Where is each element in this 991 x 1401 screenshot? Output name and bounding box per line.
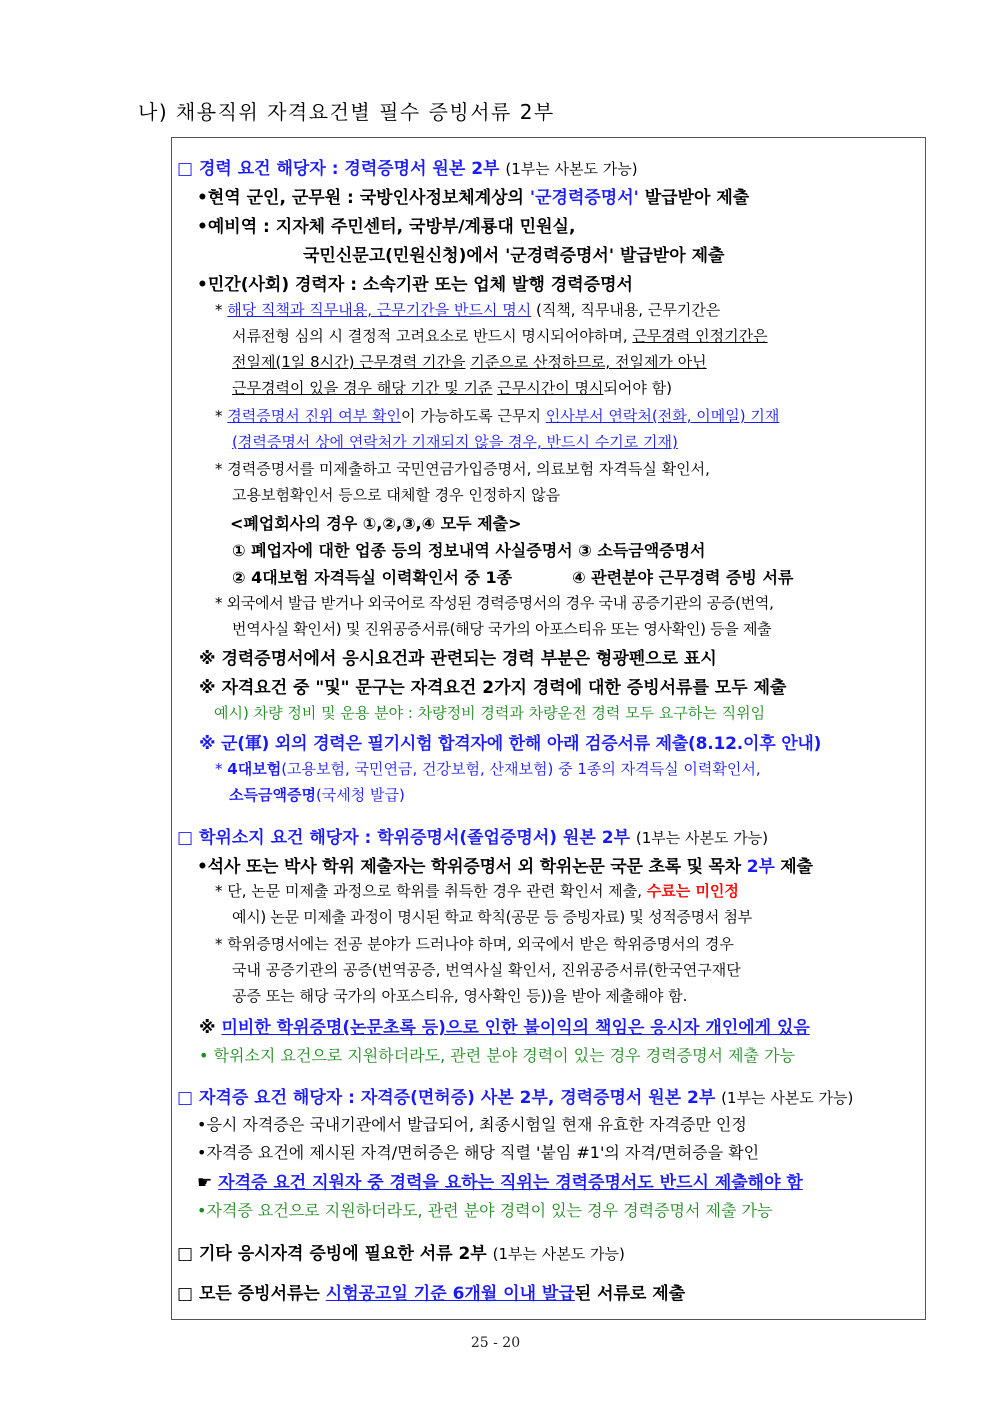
license-b3: •자격증 요건으로 지원하더라도, 관련 분야 경력이 있는 경우 경력증명서 제출 가능 xyxy=(197,1201,773,1220)
all-docs-post: 된 서류로 제출 xyxy=(574,1284,686,1304)
note1-line-1 xyxy=(177,299,959,320)
career-title xyxy=(177,154,921,179)
note1-star: * xyxy=(215,301,228,319)
license-b1: •응시 자격증은 국내기관에서 발급되어, 최종시험일 현재 유효한 자격증만 인정 xyxy=(197,1115,747,1134)
note2-line-2: (경력증명서 상에 연락처가 기재되지 않을 경우, 반드시 수기로 기재) xyxy=(232,433,678,451)
thesis-pre: •석사 또는 박사 학위 제출자는 학위증명서 외 학위논문 국문 초록 및 목차 xyxy=(197,857,747,877)
other-title-note: (1부는 사본도 가능) xyxy=(492,1245,625,1263)
license-title-text: □ 자격증 요건 해당자 : 자격증(면허증) 사본 2부, 경력증명서 원본 2부 xyxy=(177,1088,716,1108)
degree-title xyxy=(177,823,921,848)
note1-l4-c: 근무시간이 명시 xyxy=(497,379,604,397)
mark-1: ※ 경력증명서에서 응시요건과 관련되는 경력 부분은 형광펜으로 표시 xyxy=(199,649,717,669)
note1-l2-u: 근무경력 인정기간은 xyxy=(632,327,768,345)
thesis-hl: 2부 xyxy=(746,857,775,877)
other-title-text: □ 기타 응시자격 증빙에 필요한 서류 2부 xyxy=(177,1244,487,1264)
note1-l4-d: 되어야 함) xyxy=(603,379,673,397)
closed-title: <폐업회사의 경우 ①,②,③,④ 모두 제출> xyxy=(230,514,522,533)
note3-line-2: 고용보험확인서 등으로 대체할 경우 인정하지 않음 xyxy=(232,486,561,504)
license-hand-text: 자격증 요건 지원자 중 경력을 요하는 직위는 경력증명서도 반드시 제출해야 함 xyxy=(218,1173,803,1193)
note1-line-2 xyxy=(177,325,976,346)
degree-note2-line-3: 공증 또는 해당 국가의 아포스티유, 영사확인 등))을 받아 제출해야 함. xyxy=(232,987,688,1005)
degree-career-bullet: • xyxy=(199,1046,214,1065)
degree-title-text: □ 학위소지 요건 해당자 : 학위증명서(졸업증명서) 원본 2부 xyxy=(177,828,630,848)
note1-l3-a: 전일제(1일 8시간) 근무경력 기간을 xyxy=(232,353,466,371)
degree-note1-pre: * 단, 논문 미제출 과정으로 학위를 취득한 경우 관련 확인서 제출, xyxy=(215,882,647,900)
note1-l4-a: 근무경력이 있을 경우 해당 기간 및 기준 xyxy=(232,379,493,397)
note1-l3-c: 기준으로 산정하므로, 전일제가 아닌 xyxy=(470,353,707,371)
note2-star: * xyxy=(215,407,228,425)
license-title-note: (1부는 사본도 가능) xyxy=(721,1089,854,1107)
note1-line-4 xyxy=(177,377,976,398)
civil-line: •민간(사회) 경력자 : 소속기관 또는 업체 발행 경력증명서 xyxy=(197,275,633,295)
note4-line-1: * 외국에서 발급 받거나 외국어로 작성된 경력증명서의 경우 국내 공증기관의 공증(번역, xyxy=(215,594,774,612)
thesis-post: 제출 xyxy=(774,857,813,877)
closed-2a: ② 4대보험 자격득실 이력확인서 중 1종 xyxy=(232,568,513,587)
closed-2b: ④ 관련분야 근무경력 증빙 서류 xyxy=(572,568,794,587)
insurance-line-1 xyxy=(177,758,959,779)
degree-note1-red: 수료는 미인정 xyxy=(646,882,739,900)
page-number: 25 - 20 xyxy=(470,1335,521,1351)
note2-a: 경력증명서 진위 여부 확인 xyxy=(227,407,401,425)
degree-note2-line-2: 국내 공증기관의 공증(번역공증, 번역사실 확인서, 진위공증서류(한국연구재단 xyxy=(232,961,741,979)
thesis-line xyxy=(177,852,941,877)
ins-rest: (고용보험, 국민연금, 건강보험, 산재보험) 중 1종의 자격득실 이력확인서, xyxy=(281,760,761,778)
note2-b: 이 가능하도록 근무지 xyxy=(400,407,546,425)
closed-line-1: ① 폐업자에 대한 업종 등의 정보내역 사실증명서 ③ 소득금액증명서 xyxy=(232,541,706,560)
all-docs-line xyxy=(177,1279,921,1304)
income-bold: 소득금액증명 xyxy=(229,786,316,804)
military-pre: •현역 군인, 군무원 : 국방인사정보체계상의 xyxy=(197,188,530,208)
degree-title-note: (1부는 사본도 가능) xyxy=(635,829,769,847)
career-title-note: (1부는 사본도 가능) xyxy=(505,160,638,178)
all-docs-hl: 시험공고일 기준 6개월 이내 발급 xyxy=(325,1284,575,1304)
note2-line-1 xyxy=(177,405,959,426)
reserve-line-2: 국민신문고(민원신청)에서 '군경력증명서' 발급받아 제출 xyxy=(303,246,725,266)
other-title xyxy=(177,1239,921,1264)
reserve-line-1: •예비역 : 지자체 주민센터, 국방부/계룡대 민원실, xyxy=(197,217,576,237)
ins-star: * xyxy=(215,760,228,778)
insurance-line-2 xyxy=(177,784,973,805)
license-b2: •자격증 요건에 제시된 자격/면허증은 해당 직렬 '붙임 #1'의 자격/면허증을 확인 xyxy=(197,1143,760,1162)
degree-note1-line-2: 예시) 논문 미제출 과정이 명시된 학교 학칙(공문 등 증빙자료) 및 성적증명서 첨부 xyxy=(232,908,752,926)
note1-rest: (직책, 직무내용, 근무기간은 xyxy=(531,301,721,319)
military-post: 발급받아 제출 xyxy=(638,188,750,208)
degree-mark xyxy=(177,1013,943,1038)
degree-mark-sym: ※ xyxy=(199,1018,222,1038)
hand-icon: ☛ xyxy=(197,1173,219,1193)
income-rest: (국세청 발급) xyxy=(315,786,405,804)
license-hand xyxy=(177,1168,941,1193)
section-heading: 나) 채용직위 자격요건별 필수 증빙서류 2부 xyxy=(138,100,555,124)
example-line: 예시) 차량 정비 및 운용 분야 : 차량정비 경력과 차량운전 경력 모두 요구하는 직위임 xyxy=(214,704,766,722)
note2-c: 인사부서 연락처(전화, 이메일) 기재 xyxy=(545,407,780,425)
ins-bold: 4대보험 xyxy=(227,760,282,778)
mark-3: ※ 군(軍) 외의 경력은 필기시험 합격자에 한해 아래 검증서류 제출(8.12.이후 안내) xyxy=(199,734,822,754)
note4-line-2: 번역사실 확인서) 및 진위공증서류(해당 국가의 아포스티유 또는 영사확인) 등을 제출 xyxy=(232,620,772,638)
mark-2: ※ 자격요건 중 "및" 문구는 자격요건 2가지 경력에 대한 증빙서류를 모두 제출 xyxy=(199,678,787,698)
military-hl: '군경력증명서' xyxy=(529,188,639,208)
military-line xyxy=(177,183,941,208)
degree-mark-text: 미비한 학위증명(논문초록 등)으로 인한 불이익의 책임은 응시자 개인에게 있음 xyxy=(221,1018,810,1038)
note1-line-3 xyxy=(177,351,976,372)
license-title xyxy=(177,1083,921,1108)
degree-note1-line-1 xyxy=(177,880,959,901)
degree-note2-line-1: * 학위증명서에는 전공 분야가 드러나야 하며, 외국에서 받은 학위증명서의 경우 xyxy=(215,935,734,953)
all-docs-pre: □ 모든 증빙서류는 xyxy=(177,1284,326,1304)
note1-l2-pre: 서류전형 심의 시 결정적 고려요소로 반드시 명시되어야하며, xyxy=(232,327,633,345)
note1-blue: 해당 직책과 직무내용, 근무기간을 반드시 명시 xyxy=(227,301,532,319)
note3-line-1: * 경력증명서를 미제출하고 국민연금가입증명서, 의료보험 자격득실 확인서, xyxy=(215,460,710,478)
career-title-text: □ 경력 요건 해당자 : 경력증명서 원본 2부 xyxy=(177,159,500,179)
degree-career-text: 학위소지 요건으로 지원하더라도, 관련 분야 경력이 있는 경우 경력증명서 제출 가능 xyxy=(213,1046,795,1065)
closed-line-2 xyxy=(177,565,976,588)
degree-career-ok xyxy=(177,1043,943,1066)
